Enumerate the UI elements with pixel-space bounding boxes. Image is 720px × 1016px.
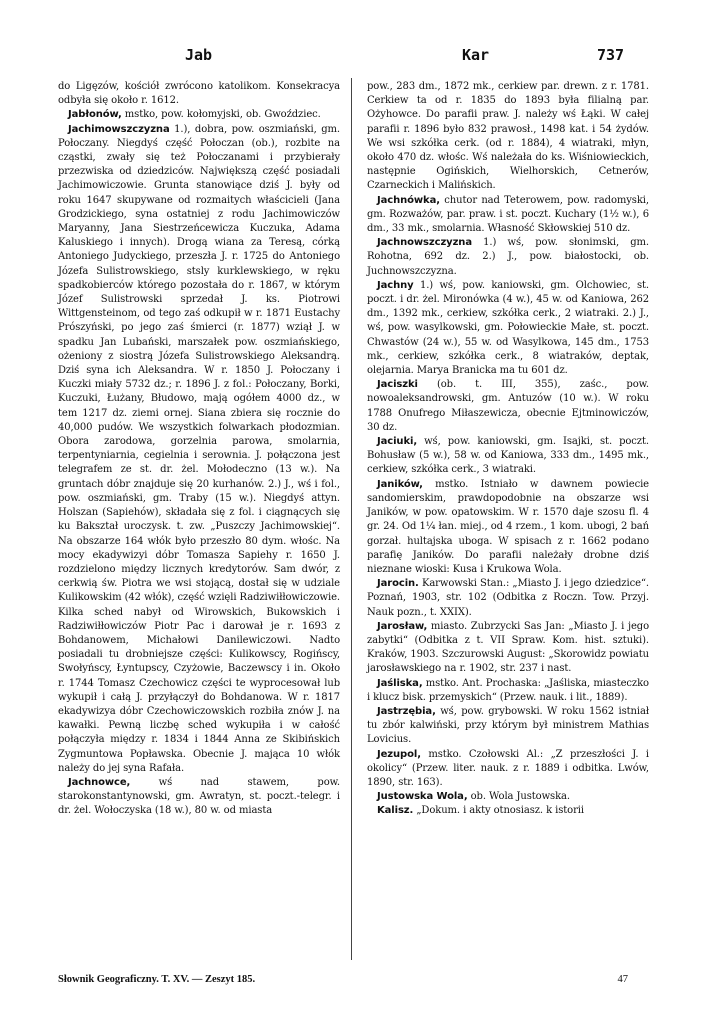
entry-headword: Jaciszki: [377, 379, 418, 391]
entry-headword: Jachnowce,: [68, 776, 131, 788]
entry-text: mstko. Czołowski Al.: „Z przeszłości J. i okolicy“ (Przew. liter. nauk. z r. 1889 i odbitka. Lwów, 1890, str. 163).: [367, 748, 649, 788]
entry-headword: Jabłonów,: [68, 109, 122, 121]
entry-text: mstko. Istniało w dawnem powiecie sandomierskim, prawdopodobnie na obszarze wsi Janików, w pow. opatowskim. W r. 1570 daje szosu fl. 4 gr. 24. Od 1¼ łan. miej., od 4 rzem., 1 kom. ubogi, 2 bań gorzał. hultajska uboga. W spisach z r. 1662 podano parafię Janików. Do parafii należały drobne dziś nieznane wioski: Kusa i Krukowa Wola.: [367, 478, 649, 575]
footer-imprint: Słownik Geograficzny. T. XV. — Zeszyt 185.: [58, 974, 256, 985]
entry-text: mstko. Ant. Prochaska: „Jaśliska, miasteczko i klucz bisk. przemyskich“ (Przew. nauk. i lit., 1889).: [367, 677, 649, 703]
entry-text: wś, pow. kaniowski, gm. Isajki, st. poczt. Bohusław (5 w.), 58 w. od Kaniowa, 333 dm., 1495 mk., cerkiew, szkółka cerk., 3 wiatraki.: [367, 436, 649, 476]
entry: [367, 279, 649, 378]
entry-headword: Jarosław,: [377, 620, 428, 632]
entry-text: chutor nad Teterowem, pow. radomyski, gm. Rozważów, par. praw. i st. poczt. Kuchary (1½ w.), 6 dm., 33 mk., smolarnia. Własność Skłowskiej 510 dz.: [367, 194, 649, 235]
entry: [367, 80, 649, 194]
entry-text: miasto. Zubrzycki Sas Jan: „Miasto J. i jego zabytki“ (Odbitka z t. VII Spraw. Kom. hist. sztuki). Kraków, 1903. Szczurowski August: „Skorowidz powiatu jarosławskiego na r. 1902, str. 237 i nast.: [367, 620, 649, 675]
running-head-right: Kar: [462, 46, 490, 64]
entry-headword: Jezupol,: [377, 748, 421, 760]
entry-headword: Jachimowszczyzna: [68, 123, 170, 135]
entry-headword: Jastrzębia,: [377, 705, 436, 717]
left-column: [58, 80, 340, 819]
entry-headword: Kalisz.: [377, 805, 414, 817]
entry-text: 1.), dobra, pow. oszmiański, gm. Połoczany. Niegdyś część Połoczan (ob.), rozbite na cząstki, zwały się też Połoczanami i przybierały przezwiska od dziedziców. Największą część posiadali Jachimowiczowie. Grunta stanowiące dziś J. były od roku 1647 skupywane od rozmaitych właścicieli (Jana Grodzickiego, syna ostatniej z rodu Jachimowiczów Maryanny, Jana Siestrzeńcewicza Kuczuka, Adama Kaluskiego i innych). Drogą wiana za Teresą, córką Antoniego Judyckiego, przeszła J. r. 1725 do Antoniego Józefa Sulistrowskiego, stsly kurklewskiego, w ręku spadkobierców którego pozostała do r. 1867, w którym Józef Sulistrowski sprzedał J. ks. Piotrowi Wittgensteinom, od tego zaś odkupił w r. 1871 Eustachy Prószyński, po jego zaś śmierci (r. 1877) wziął J. w spadku Jan Lubański, marszałek pow. oszmiańskiego, ożeniony z siostrą Józefa Sulistrowskiego Aleksandrą. Dziś syna ich Aleksandra. W r. 1850 J. Połoczany i Kuczki miały 5732 dz.; r. 1896 J. z fol.: Połoczany, Borki, Kuczuki, Łużany, Błudowo, mają ogółem 4000 dz., w tem 1217 dz. ziemi ornej. Siana zbiera się rocznie do 40,000 pudów. We wszystkich folwarkach płodozmian. Obora zarodowa, gorzelnia parowa, smolarnia, terpentyniarnia, cegielnia i serownia. J. połączona jest telegrafem ze st. dr. żel. Mołodeczno (13 w.). Na gruntach dóbr znajduje się 20 kurhanów. 2.) J., wś i fol., pow. oszmiański, gm. Traby (15 w.). Niegdyś attyn. Holszan (Sapiehów), składała się z fol. i ciągnących się ku Bakształ uroczysk. t. zw. „Puszczy Jachimowskiej“. Na obszarze 164 włók było przeszło 80 dym. włośc. Na mocy ekadywizyi dóbr Tomasza Sapiehy r. 1650 J. rozdzielono między licznych kredytorów. Sam dwór, z cerkwią św. Piotra we wsi stojącą, dostał się w udziale Kulikowskim (42 włók), część wzięli Radziwiłłowiczowie. Kilka sched nabył od Wirowskich, Bukowskich i Radziwiłłowiczów Piotr Pac i darował je r. 1693 z Bohdanowem, Michałowi Danilewiczowi. Nadto posiadali tu drobniejsze części: Kulikowscy, Rogińscy, Swołyńscy, Łyntupscy, Czyżowie, Baczewscy i in. Około r. 1744 Tomasz Czechowicz części te wyprocesował lub wykupił i całą J. przyłączył do Bohdanowa. W r. 1817 ekadywizya dóbr Czechowiczowskich rozbiła znów J. na kawałki. Pewną liczbę sched wykupiła i w całość połączyła między r. 1834 i 1844 Anna ze Skibińskich Zygmuntowa Popławska. Obecnie J. mająca 10 włók należy do jej syna Rafała.: [58, 123, 340, 774]
entry-headword: Justowska Wola,: [377, 791, 468, 803]
entry: [367, 790, 649, 804]
entry-text: wś nad stawem, pow. starokonstantynowski, gm. Awratyn, st. poczt.-telegr. i dr. żel. Wołoczyska (18 w.), 80 w. od miasta: [58, 776, 340, 817]
entry: [367, 478, 649, 577]
entry-text: ob. Wola Justowska.: [470, 791, 570, 803]
entry-text: do Ligęzów, kościół zwrócono katolikom. Konsekracya odbyła się około r. 1612.: [58, 81, 340, 107]
entry: [58, 80, 340, 108]
entry-text: mstko, pow. kołomyjski, ob. Gwoździec.: [124, 109, 321, 121]
entry: [367, 705, 649, 748]
entry: [367, 620, 649, 677]
entry-headword: Jachny: [377, 279, 414, 291]
entry-headword: Jaśliska,: [377, 677, 423, 689]
running-head-left: Jab: [185, 46, 213, 64]
column-divider: [351, 78, 352, 960]
entry: [58, 108, 340, 122]
entry-text: wś, pow. grybowski. W roku 1562 istniał tu zbór kalwiński, przy którym był ministrem Mathias Lovicius.: [367, 705, 649, 746]
entry-text: 1.) wś, pow. kaniowski, gm. Olchowiec, st. poczt. i dr. żel. Mironówka (4 w.), 45 w. od Kaniowa, 262 dm., 1392 mk., cerkiew, szkółka cerk., 2 wiatraki. 2.) J., wś, pow. wasylkowski, gm. Połowieckie Małe, st. poczt. Chwastów (24 w.), 55 w. od Wasylkowa, 145 dm., 1753 mk., cerkiew, szkółka cerk., 8 wiatraków, deptak, olejarnia. Marya Branicka ma tu 601 dz.: [367, 279, 649, 377]
entry: [58, 123, 340, 776]
entry: [367, 236, 649, 279]
entry: [367, 577, 649, 620]
entry-text: „Dokum. i akty otnosiasz. k istorii: [416, 805, 584, 817]
entry-headword: Janików,: [377, 478, 423, 490]
entry-text: (ob. t. III, 355), zaśc., pow. nowoaleksandrowski, gm. Antuzów (10 w.). W roku 1788 Onufrego Miłaszewicza, obecnie Ejtminowiczów, 30 dz.: [367, 379, 649, 433]
entry-headword: Jaciuki,: [377, 436, 418, 448]
right-column: [367, 80, 649, 819]
page-footer: [58, 974, 628, 992]
entry-text: pow., 283 dm., 1872 mk., cerkiew par. drewn. z r. 1781. Cerkiew ta od r. 1835 do 1893 była filialną par. Ożyhowce. Do parafii praw. J. należy wś Łąki. W całej parafii r. 1896 było 832 prawosł., 1498 kat. i 54 żydów. We wsi szkółka cerk. (od r. 1884), 4 wiatraki, młyn, około 470 dz. włośc. Wś należała do ks. Wiśniowieckich, następnie Ogińskich, Wielhorskich, Cetnerów, Czarneckich i Malińskich.: [367, 81, 649, 192]
entry-text: 1.) wś, pow. słonimski, gm. Rohotna, 692 dz. 2.) J., pow. białostocki, ob. Juchnowszczyzna.: [367, 237, 649, 277]
footer-sheet-number: 47: [617, 974, 628, 985]
entry: [367, 804, 649, 818]
entry: [367, 378, 649, 435]
entry: [367, 677, 649, 705]
page-number: 737: [597, 46, 625, 64]
entry-headword: Jarocin.: [377, 578, 419, 590]
entry: [367, 194, 649, 237]
entry-headword: Jachnowszczyzna: [377, 237, 472, 249]
entry-headword: Jachnówka,: [377, 194, 440, 206]
entry: [58, 776, 340, 819]
entry-text: Karwowski Stan.: „Miasto J. i jego dziedzice“. Poznań, 1903, str. 102 (Odbitka z Roczn. Tow. Przyj. Nauk pozn., t. XXIX).: [367, 578, 649, 618]
entry: [367, 435, 649, 478]
page-header: [0, 46, 720, 68]
entry: [367, 748, 649, 791]
